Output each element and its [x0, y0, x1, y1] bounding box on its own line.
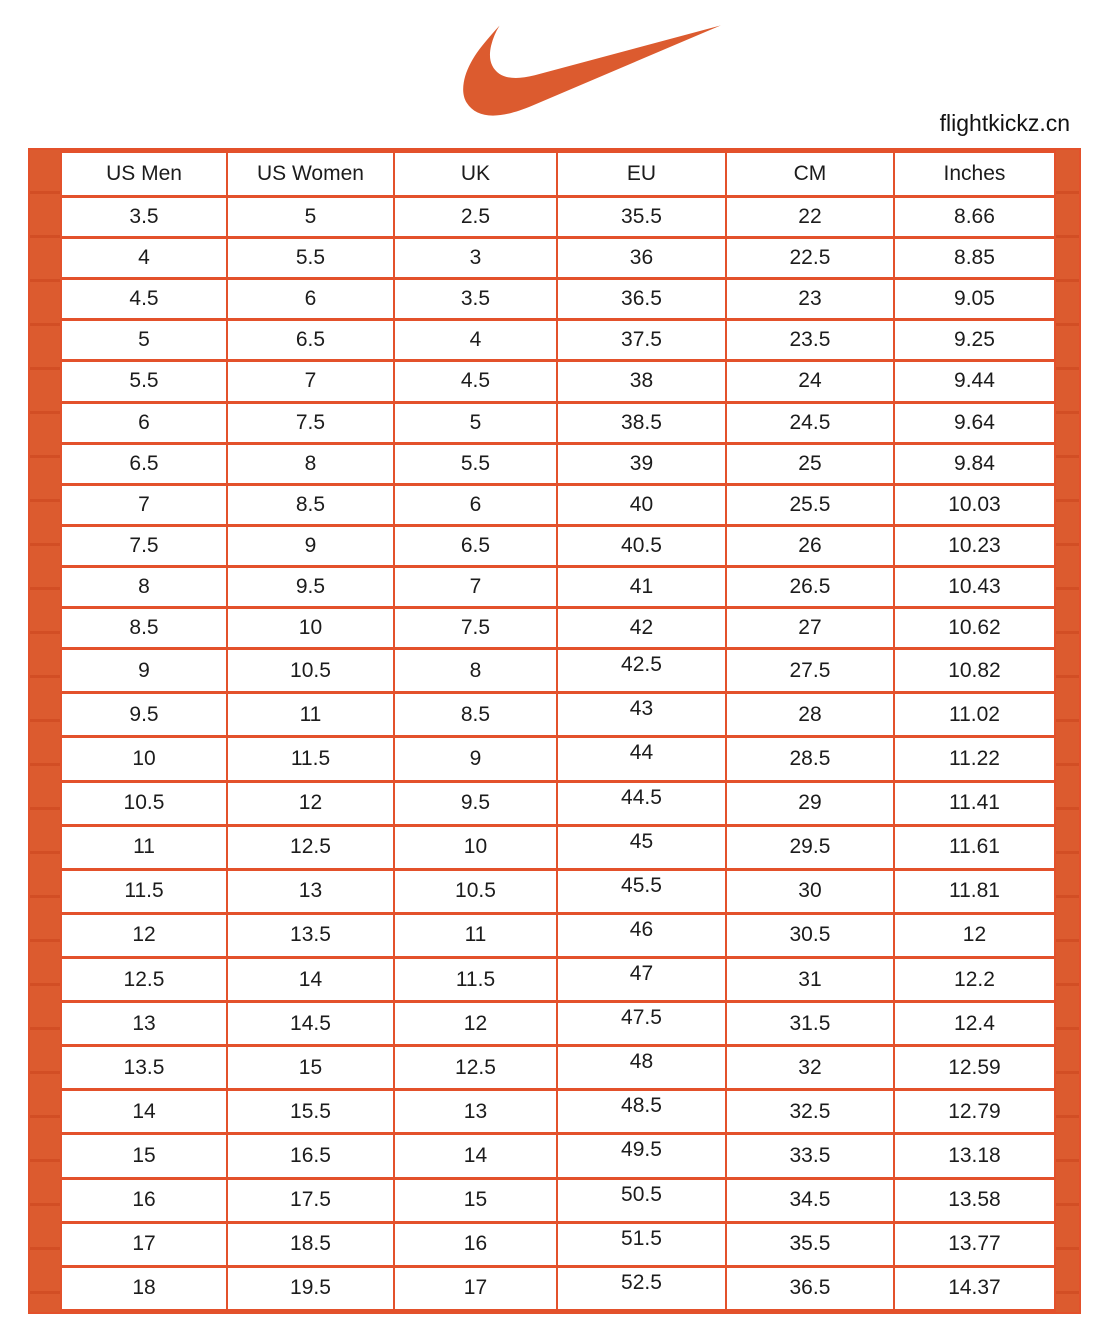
table-row: [61, 913, 1055, 957]
column-header-us-men: US Men: [61, 152, 227, 197]
size-cell: 23: [726, 279, 894, 320]
table-row: [61, 361, 1055, 402]
size-cell: 6: [227, 279, 394, 320]
size-cell: 10.62: [894, 608, 1055, 649]
size-cell: 46: [557, 913, 726, 957]
size-cell: 11: [227, 693, 394, 737]
table-row: [61, 957, 1055, 1001]
size-cell: 22.5: [726, 238, 894, 279]
size-cell: 12.4: [894, 1002, 1055, 1046]
size-cell: 13.77: [894, 1222, 1055, 1266]
size-cell: 33.5: [726, 1134, 894, 1178]
size-cell: 27.5: [726, 649, 894, 693]
size-cell: 42.5: [557, 649, 726, 693]
size-cell: 9.64: [894, 402, 1055, 443]
size-cell: 9: [61, 649, 227, 693]
table-row: [61, 1046, 1055, 1090]
size-cell: 26: [726, 525, 894, 566]
table-row: [61, 484, 1055, 525]
table-row: [61, 566, 1055, 607]
size-cell: 25: [726, 443, 894, 484]
size-cell: 11.61: [894, 825, 1055, 869]
size-cell: 13.58: [894, 1178, 1055, 1222]
table-row: [61, 781, 1055, 825]
size-cell: 12.5: [394, 1046, 557, 1090]
size-cell: 12: [894, 913, 1055, 957]
size-cell: 5.5: [227, 238, 394, 279]
size-cell: 10.5: [394, 869, 557, 913]
size-cell: 10: [227, 608, 394, 649]
table-row: [61, 197, 1055, 238]
size-cell: 18: [61, 1266, 227, 1310]
size-cell: 19.5: [227, 1266, 394, 1310]
column-header-uk: UK: [394, 152, 557, 197]
table-row: [61, 608, 1055, 649]
size-cell: 30: [726, 869, 894, 913]
size-cell: 8.66: [894, 197, 1055, 238]
table-row: [61, 1266, 1055, 1310]
size-cell: 10.03: [894, 484, 1055, 525]
size-cell: 8.5: [394, 693, 557, 737]
size-cell: 28: [726, 693, 894, 737]
size-cell: 6.5: [227, 320, 394, 361]
table-row: [61, 1134, 1055, 1178]
size-cell: 47.5: [557, 1002, 726, 1046]
size-cell: 4: [394, 320, 557, 361]
size-cell: 16.5: [227, 1134, 394, 1178]
table-row: [61, 525, 1055, 566]
size-cell: 35.5: [557, 197, 726, 238]
size-cell: 17.5: [227, 1178, 394, 1222]
size-cell: 15: [394, 1178, 557, 1222]
size-cell: 11.81: [894, 869, 1055, 913]
size-cell: 51.5: [557, 1222, 726, 1266]
size-cell: 9: [394, 737, 557, 781]
size-cell: 12.5: [61, 957, 227, 1001]
size-cell: 22: [726, 197, 894, 238]
size-cell: 45: [557, 825, 726, 869]
size-cell: 10.43: [894, 566, 1055, 607]
size-cell: 9.5: [227, 566, 394, 607]
size-cell: 14: [394, 1134, 557, 1178]
size-cell: 11.5: [61, 869, 227, 913]
size-cell: 5.5: [394, 443, 557, 484]
size-cell: 28.5: [726, 737, 894, 781]
size-cell: 30.5: [726, 913, 894, 957]
size-cell: 4.5: [394, 361, 557, 402]
table-row: [61, 1222, 1055, 1266]
size-cell: 16: [394, 1222, 557, 1266]
size-cell: 6.5: [394, 525, 557, 566]
size-cell: 41: [557, 566, 726, 607]
size-cell: 10.5: [61, 781, 227, 825]
column-header-cm: CM: [726, 152, 894, 197]
size-cell: 49.5: [557, 1134, 726, 1178]
table-row: [61, 402, 1055, 443]
size-cell: 11: [394, 913, 557, 957]
size-cell: 8: [61, 566, 227, 607]
table-row: [61, 825, 1055, 869]
size-cell: 35.5: [726, 1222, 894, 1266]
size-cell: 10.82: [894, 649, 1055, 693]
size-cell: 13: [61, 1002, 227, 1046]
size-cell: 3.5: [394, 279, 557, 320]
column-header-eu: EU: [557, 152, 726, 197]
size-cell: 34.5: [726, 1178, 894, 1222]
size-cell: 40: [557, 484, 726, 525]
size-cell: 14: [227, 957, 394, 1001]
size-cell: 4.5: [61, 279, 227, 320]
size-cell: 32.5: [726, 1090, 894, 1134]
size-cell: 4: [61, 238, 227, 279]
size-conversion-table: [60, 150, 1056, 1312]
right-orange-strip: [1056, 150, 1079, 1312]
size-cell: 44.5: [557, 781, 726, 825]
size-cell: 43: [557, 693, 726, 737]
size-cell: 12.2: [894, 957, 1055, 1001]
left-orange-strip: [30, 150, 60, 1312]
size-cell: 38.5: [557, 402, 726, 443]
size-cell: 6: [61, 402, 227, 443]
size-cell: 32: [726, 1046, 894, 1090]
size-cell: 40.5: [557, 525, 726, 566]
nike-swoosh-icon: [452, 20, 732, 122]
size-cell: 15.5: [227, 1090, 394, 1134]
table-row: [61, 693, 1055, 737]
table-row: [61, 1178, 1055, 1222]
size-cell: 3.5: [61, 197, 227, 238]
size-cell: 12: [61, 913, 227, 957]
size-cell: 11.5: [394, 957, 557, 1001]
size-cell: 5: [61, 320, 227, 361]
size-cell: 12.79: [894, 1090, 1055, 1134]
size-cell: 9.84: [894, 443, 1055, 484]
size-cell: 9.5: [61, 693, 227, 737]
size-cell: 36.5: [726, 1266, 894, 1310]
table-row: [61, 443, 1055, 484]
size-cell: 29.5: [726, 825, 894, 869]
size-cell: 14.37: [894, 1266, 1055, 1310]
size-cell: 11.02: [894, 693, 1055, 737]
size-cell: 9.05: [894, 279, 1055, 320]
size-cell: 10.5: [227, 649, 394, 693]
size-cell: 23.5: [726, 320, 894, 361]
size-cell: 24: [726, 361, 894, 402]
size-cell: 13.5: [227, 913, 394, 957]
size-cell: 36: [557, 238, 726, 279]
column-header-inches: Inches: [894, 152, 1055, 197]
size-cell: 9.44: [894, 361, 1055, 402]
size-cell: 31.5: [726, 1002, 894, 1046]
size-cell: 42: [557, 608, 726, 649]
size-cell: 2.5: [394, 197, 557, 238]
size-cell: 15: [61, 1134, 227, 1178]
size-cell: 14: [61, 1090, 227, 1134]
size-cell: 16: [61, 1178, 227, 1222]
size-cell: 8: [227, 443, 394, 484]
size-cell: 7: [394, 566, 557, 607]
size-cell: 12: [227, 781, 394, 825]
size-cell: 10: [61, 737, 227, 781]
size-cell: 29: [726, 781, 894, 825]
size-cell: 10: [394, 825, 557, 869]
size-cell: 9.5: [394, 781, 557, 825]
size-cell: 8.5: [227, 484, 394, 525]
size-cell: 13.18: [894, 1134, 1055, 1178]
size-cell: 7.5: [394, 608, 557, 649]
size-cell: 5: [227, 197, 394, 238]
size-cell: 13: [394, 1090, 557, 1134]
size-cell: 18.5: [227, 1222, 394, 1266]
size-cell: 52.5: [557, 1266, 726, 1310]
table-header-row: [61, 152, 1055, 197]
size-cell: 12.5: [227, 825, 394, 869]
size-cell: 27: [726, 608, 894, 649]
size-cell: 8: [394, 649, 557, 693]
size-cell: 7.5: [227, 402, 394, 443]
size-cell: 8.5: [61, 608, 227, 649]
size-cell: 48: [557, 1046, 726, 1090]
size-cell: 25.5: [726, 484, 894, 525]
size-cell: 5.5: [61, 361, 227, 402]
site-watermark: flightkickz.cn: [939, 110, 1070, 136]
table-row: [61, 649, 1055, 693]
size-cell: 9: [227, 525, 394, 566]
table-row: [61, 737, 1055, 781]
size-cell: 5: [394, 402, 557, 443]
size-cell: 17: [61, 1222, 227, 1266]
size-cell: 48.5: [557, 1090, 726, 1134]
size-cell: 13.5: [61, 1046, 227, 1090]
size-cell: 11: [61, 825, 227, 869]
size-cell: 47: [557, 957, 726, 1001]
size-cell: 11.41: [894, 781, 1055, 825]
nike-logo: [452, 20, 732, 122]
size-cell: 36.5: [557, 279, 726, 320]
table-row: [61, 1090, 1055, 1134]
size-cell: 12.59: [894, 1046, 1055, 1090]
size-cell: 12: [394, 1002, 557, 1046]
size-cell: 15: [227, 1046, 394, 1090]
size-cell: 7: [61, 484, 227, 525]
size-cell: 24.5: [726, 402, 894, 443]
size-cell: 37.5: [557, 320, 726, 361]
size-cell: 11.5: [227, 737, 394, 781]
table-row: [61, 869, 1055, 913]
size-cell: 7: [227, 361, 394, 402]
table-row: [61, 279, 1055, 320]
size-cell: 38: [557, 361, 726, 402]
size-cell: 6.5: [61, 443, 227, 484]
size-cell: 31: [726, 957, 894, 1001]
size-cell: 44: [557, 737, 726, 781]
size-cell: 9.25: [894, 320, 1055, 361]
size-cell: 3: [394, 238, 557, 279]
size-cell: 13: [227, 869, 394, 913]
column-header-us-women: US Women: [227, 152, 394, 197]
size-cell: 50.5: [557, 1178, 726, 1222]
table-row: [61, 320, 1055, 361]
size-cell: 7.5: [61, 525, 227, 566]
size-cell: 11.22: [894, 737, 1055, 781]
table-row: [61, 238, 1055, 279]
size-table-frame: [28, 148, 1081, 1314]
size-cell: 26.5: [726, 566, 894, 607]
size-cell: 14.5: [227, 1002, 394, 1046]
size-cell: 39: [557, 443, 726, 484]
size-cell: 10.23: [894, 525, 1055, 566]
size-cell: 6: [394, 484, 557, 525]
size-cell: 45.5: [557, 869, 726, 913]
size-cell: 17: [394, 1266, 557, 1310]
size-cell: 8.85: [894, 238, 1055, 279]
table-row: [61, 1002, 1055, 1046]
